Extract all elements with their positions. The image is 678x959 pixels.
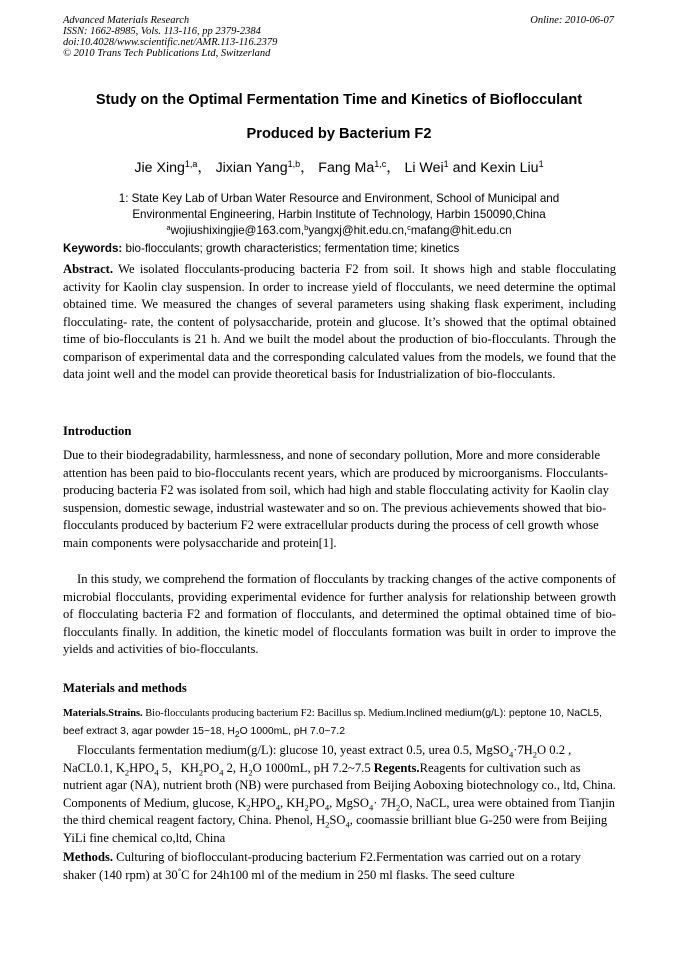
- issn-line: ISSN: 1662-8985, Vols. 113-116, pp 2379-2384: [63, 26, 261, 37]
- methods-text: C for 24h100 ml of the medium in 250 ml flasks. The seed culture: [181, 867, 515, 882]
- author-affiliation-mark: 1: [443, 159, 449, 169]
- fermentation-text: ·7H: [513, 743, 533, 757]
- strains-label: Strains.: [108, 708, 143, 719]
- methods-text: Culturing of bioflocculant-producing bacterium F2.Fermentation was carried out on a rotary shaker (140 rpm) at 30: [63, 850, 581, 882]
- author-name: Kexin Liu: [480, 160, 539, 176]
- strains-text: Bio-flocculants producing bacterium F2: Bacillus sp. Medium.: [142, 708, 407, 719]
- author-separator: and: [448, 160, 481, 176]
- subscript: 2: [304, 802, 309, 813]
- keywords-text: bio-flocculants; growth characteristics; fermentation time; kinetics: [122, 242, 460, 255]
- journal-header: [63, 15, 443, 59]
- author-name: Jie Xing: [134, 160, 185, 176]
- author-list: [30, 157, 648, 177]
- subscript: 4: [219, 767, 224, 778]
- inclined-medium-text: Inclined medium(g/L): peptone 10, NaCL5, beef extract 3, agar powder 15~18, H: [63, 708, 602, 737]
- subscript: 4: [275, 802, 280, 813]
- abstract-label: Abstract.: [63, 262, 114, 276]
- regents-text: Reagents for cultivation such as nutrient agar (NA), nutrient broth (NB) were purchased from Beijing Aoboxing biotechnology co., ltd, China. Components of Medium, glucose, K: [63, 760, 616, 810]
- subscript: 4: [508, 749, 514, 760]
- medium-regents-paragraph: [63, 742, 616, 847]
- author-affiliation-mark: 1,b: [287, 159, 301, 169]
- regents-text: , MgSO: [329, 795, 369, 810]
- email-mark: c: [407, 223, 411, 232]
- affiliation-line-2: Environmental Engineering, Harbin Institute of Technology, Harbin 150090,China: [132, 208, 546, 221]
- subscript: 2: [246, 802, 251, 813]
- fermentation-text: O 1000mL, pH 7.2~7.5: [252, 760, 374, 775]
- abstract-text: We isolated flocculants-producing bacteria F2 from soil. It shows high and stable flocculating activity for Kaolin clay suspension. In order to increase yield of flocculants, we need determine the optimal obtained time. We measured the changes of several parameters using shaking flask experiment, including flocculating- rate, the content of polysaccharide, protein and glucose. It’s showed that the optimal obtained time of bio-flocculants is 21 h. And we built the model about the production of bio-flocculants. Through the comparison of experimental data and the corresponding calculated values from the models, we found that the data joint well and the model can provide theoretical basis for Industrialization of bio-flocculants.: [63, 262, 616, 381]
- author-separator: ，: [386, 160, 401, 176]
- subscript: 4: [369, 802, 374, 813]
- subscript: 4: [154, 767, 159, 778]
- section-heading-materials-methods: Materials and methods: [63, 681, 187, 695]
- subscript: 2: [198, 767, 204, 778]
- subscript: 2: [325, 819, 330, 830]
- fermentation-text: HPO: [129, 760, 155, 775]
- email-mark: b: [304, 223, 309, 232]
- email-link[interactable]: yangxj@hit.edu.cn,: [308, 224, 408, 237]
- email-link[interactable]: mafang@hit.edu.cn: [410, 224, 512, 237]
- degree-mark: °: [177, 865, 182, 876]
- author-affiliation-mark: 1: [538, 159, 544, 169]
- subscript: 2: [124, 767, 130, 778]
- author-separator: ，: [300, 160, 315, 176]
- fermentation-text: Flocculants fermentation medium(g/L): glucose 10, yeast extract 0.5, urea 0.5, MgSO: [77, 743, 509, 757]
- author-name: Jixian Yang: [215, 160, 288, 176]
- regents-text: PO: [308, 795, 325, 810]
- fermentation-text: 5，KH: [158, 760, 199, 775]
- email-link[interactable]: wojiushixingjie@163.com,: [170, 224, 305, 237]
- author-name: Fang Ma: [318, 160, 375, 176]
- fermentation-text: 2, H: [223, 760, 249, 775]
- copyright-line: © 2010 Trans Tech Publications Ltd, Switzerland: [63, 48, 271, 59]
- subscript: 2: [532, 749, 538, 760]
- keywords: [63, 241, 616, 257]
- intro-paragraph-2: In this study, we comprehend the formation of flocculants by tracking changes of the active components of microbial flocculants, providing experimental evidence for further analysis for relationship between growth of flocculating bacteria F2 and formation of flocculants, and determined the optimal obtained time of bio-flocculants finally. In addition, the kinetic model of flocculants formation was built in order to improve the yields and activities of bio-flocculants.: [63, 572, 616, 656]
- inclined-medium-text: O 1000mL, pH 7.0~7.2: [239, 726, 345, 737]
- methods-paragraph: [63, 849, 616, 884]
- online-date: Online: 2010-06-07: [530, 15, 614, 26]
- subscript: 4: [324, 802, 330, 813]
- author-affiliation-mark: 1,a: [184, 159, 198, 169]
- regents-text: , coomassie brilliant blue G-250 were from Beijing YiLi fine chemical co,ltd, China: [63, 813, 608, 845]
- author-affiliation-mark: 1,c: [374, 159, 387, 169]
- affiliation-line-1: 1: State Key Lab of Urban Water Resource and Environment, School of Municipal and: [118, 192, 560, 205]
- regents-text: HPO: [250, 795, 276, 810]
- paper-title-line-2: Produced by Bacterium F2: [246, 126, 432, 142]
- author-separator: ，: [197, 160, 212, 176]
- subscript: 4: [345, 819, 350, 830]
- regents-text: , KH: [280, 795, 305, 810]
- subscript: 2: [234, 729, 240, 740]
- author-emails: [30, 223, 648, 239]
- author-name: Li Wei: [404, 160, 444, 176]
- regents-text: SO: [329, 813, 346, 827]
- subscript: 2: [395, 802, 401, 813]
- materials-paragraph: [63, 705, 616, 741]
- regents-text: · 7H: [373, 795, 396, 810]
- methods-label: Methods.: [63, 850, 114, 864]
- materials-label: Materials.: [63, 708, 109, 719]
- keywords-label: Keywords:: [63, 242, 123, 255]
- regents-text: O, NaCL, urea were obtained from Tianjin the third chemical reagent factory, China. Phenol, H: [63, 795, 615, 827]
- section-heading-introduction: Introduction: [63, 424, 132, 438]
- abstract-paragraph: [63, 261, 616, 384]
- fermentation-text: PO: [203, 760, 220, 775]
- journal-name: Advanced Materials Research: [63, 15, 190, 26]
- email-mark: a: [166, 223, 171, 232]
- doi-line: doi:10.4028/www.scientific.net/AMR.113-116.2379: [63, 37, 278, 48]
- subscript: 2: [248, 767, 253, 778]
- fermentation-text: O 0.2 , NaCL0.1, K: [63, 743, 572, 775]
- paper-title-line-1: Study on the Optimal Fermentation Time and Kinetics of Bioflocculant: [95, 92, 583, 108]
- intro-paragraph-1: Due to their biodegradability, harmlessness, and none of secondary pollution, More and more considerable attention has been paid to bio-flocculants recent years, which are produced by microorganisms. Flocculants-producing bacteria F2 was isolated from soil, which had high and stable flocculating activity for Kaolin clay suspension, domestic sewage, industrial wastewater and so on. The previous achievements showed that bio-flocculants produced by bacterium F2 were extracellular products during the process of cell growth whose main components were polysaccharide and protein[1].: [63, 448, 609, 550]
- regents-label: Regents.: [373, 760, 420, 775]
